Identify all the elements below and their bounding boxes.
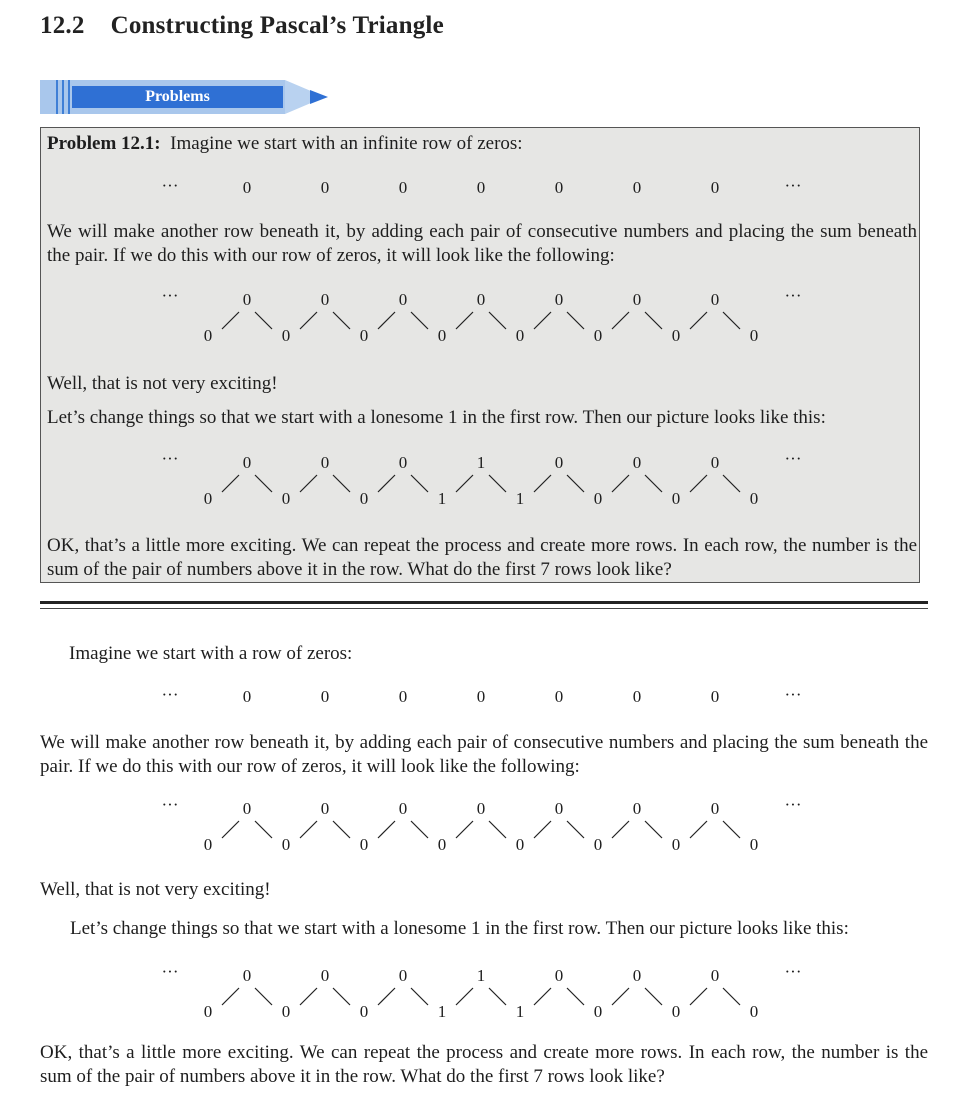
connector-left [690,988,707,1005]
ellipsis-right: ··· [784,176,802,195]
solution-intro: Imagine we start with a row of zeros: [69,643,353,664]
sum-value: 0 [593,326,603,345]
sum-value: 0 [281,489,291,508]
sum-value: 0 [593,835,603,854]
top-value: 0 [554,453,564,472]
problem-paragraph-3: Well, that is not very exciting! [47,373,278,394]
problem-label: Problem 12.1: [47,133,161,154]
problem-intro-text: Imagine we start with an infinite row of zeros: [170,133,523,154]
sum-value: 0 [749,326,759,345]
top-value: 0 [710,290,720,309]
top-value: 0 [320,799,330,818]
sum-value: 0 [593,489,603,508]
connector-left [222,988,239,1005]
section-title-text: Constructing Pascal’s Triangle [110,12,444,39]
sum-value: 0 [437,326,447,345]
sum-value: 0 [203,326,213,345]
row-value: 0 [476,178,486,197]
sum-value: 1 [515,1002,525,1021]
top-value: 0 [554,799,564,818]
top-value: 0 [710,799,720,818]
ellipsis-right: ··· [784,286,802,305]
ellipsis-left: ··· [161,962,179,981]
sum-value: 0 [515,326,525,345]
top-value: 0 [710,453,720,472]
sum-value: 1 [437,1002,447,1021]
ellipsis-left: ··· [161,685,179,704]
sum-value: 0 [749,835,759,854]
ellipsis-right: ··· [784,685,802,704]
connector-right [333,988,350,1005]
top-value: 0 [398,799,408,818]
top-value: 0 [554,290,564,309]
top-value: 0 [398,453,408,472]
top-value: 0 [476,799,486,818]
ellipsis-left: ··· [161,795,179,814]
problem-paragraph-2: We will make another row beneath it, by adding each pair of consecutive numbers and placing the sum beneath the pair. If we do this with our row of zeros, it will look like the following: [47,221,917,266]
sum-value: 0 [203,1002,213,1021]
top-value: 0 [242,453,252,472]
sum-value: 0 [515,835,525,854]
top-value: 0 [242,290,252,309]
row-value: 0 [242,178,252,197]
sum-value: 0 [359,1002,369,1021]
section-number: 12.2 [40,12,85,39]
sum-value: 0 [749,489,759,508]
sum-value: 0 [671,1002,681,1021]
sum-value: 0 [203,835,213,854]
row-value: 0 [632,687,642,706]
top-value: 0 [320,966,330,985]
banner-label: Problems [145,88,210,105]
row-value: 0 [320,687,330,706]
row-value: 0 [398,687,408,706]
top-value: 0 [320,453,330,472]
connector-left [534,988,551,1005]
sum-value: 0 [359,835,369,854]
row-value: 0 [320,178,330,197]
problem-paragraph-4: Let’s change things so that we start with a lonesome 1 in the first row. Then our picture looks like this: [47,407,826,428]
sum-value: 0 [671,326,681,345]
ellipsis-right: ··· [784,449,802,468]
sum-value: 0 [203,489,213,508]
sum-value: 1 [437,489,447,508]
connector-right [567,988,584,1005]
sum-value: 0 [437,835,447,854]
top-value: 0 [632,799,642,818]
row-value: 0 [242,687,252,706]
sum-value: 0 [749,1002,759,1021]
ellipsis-right: ··· [784,795,802,814]
top-value: 0 [632,966,642,985]
row-value: 0 [632,178,642,197]
ellipsis-left: ··· [161,449,179,468]
sum-value: 0 [281,835,291,854]
ellipsis-left: ··· [161,286,179,305]
solution-paragraph-4: Let’s change things so that we start with a lonesome 1 in the first row. Then our picture looks like this: [70,918,849,939]
sum-value: 0 [593,1002,603,1021]
ellipsis-left: ··· [161,176,179,195]
solution-paragraph-2: We will make another row beneath it, by adding each pair of consecutive numbers and placing the sum beneath the pair. If we do this with our row of zeros, it will look like the following: [40,732,928,777]
connector-left [300,988,317,1005]
top-value: 0 [554,966,564,985]
sum-value: 0 [281,1002,291,1021]
connector-left [378,988,395,1005]
sum-value: 0 [281,326,291,345]
top-value: 0 [398,966,408,985]
row-value: 0 [710,178,720,197]
connector-right [645,988,662,1005]
connector-right [411,988,428,1005]
sum-value: 0 [671,835,681,854]
solution-paragraph-5: OK, that’s a little more exciting. We can repeat the process and create more rows. In each row, the number is the sum of the pair of numbers above it in the row. What do the first 7 rows look like? [40,1042,928,1087]
top-value: 1 [476,966,486,985]
top-value: 0 [320,290,330,309]
sum-value: 0 [359,326,369,345]
connector-right [489,988,506,1005]
row-value: 0 [554,178,564,197]
ellipsis-right: ··· [784,962,802,981]
connector-right [723,988,740,1005]
problem-paragraph-5: OK, that’s a little more exciting. We can repeat the process and create more rows. In each row, the number is the sum of the pair of numbers above it in the row. What do the first 7 rows look like? [47,535,917,580]
row-value: 0 [710,687,720,706]
connector-left [456,988,473,1005]
top-value: 0 [476,290,486,309]
connector-left [612,988,629,1005]
top-value: 0 [398,290,408,309]
top-value: 0 [242,966,252,985]
top-value: 0 [710,966,720,985]
top-value: 0 [242,799,252,818]
top-value: 0 [632,290,642,309]
sum-value: 0 [359,489,369,508]
row-value: 0 [554,687,564,706]
row-value: 0 [398,178,408,197]
row-value: 0 [476,687,486,706]
solution-paragraph-3: Well, that is not very exciting! [40,879,271,900]
sum-value: 0 [671,489,681,508]
connector-right [255,988,272,1005]
top-value: 0 [632,453,642,472]
top-value: 1 [476,453,486,472]
sum-value: 1 [515,489,525,508]
